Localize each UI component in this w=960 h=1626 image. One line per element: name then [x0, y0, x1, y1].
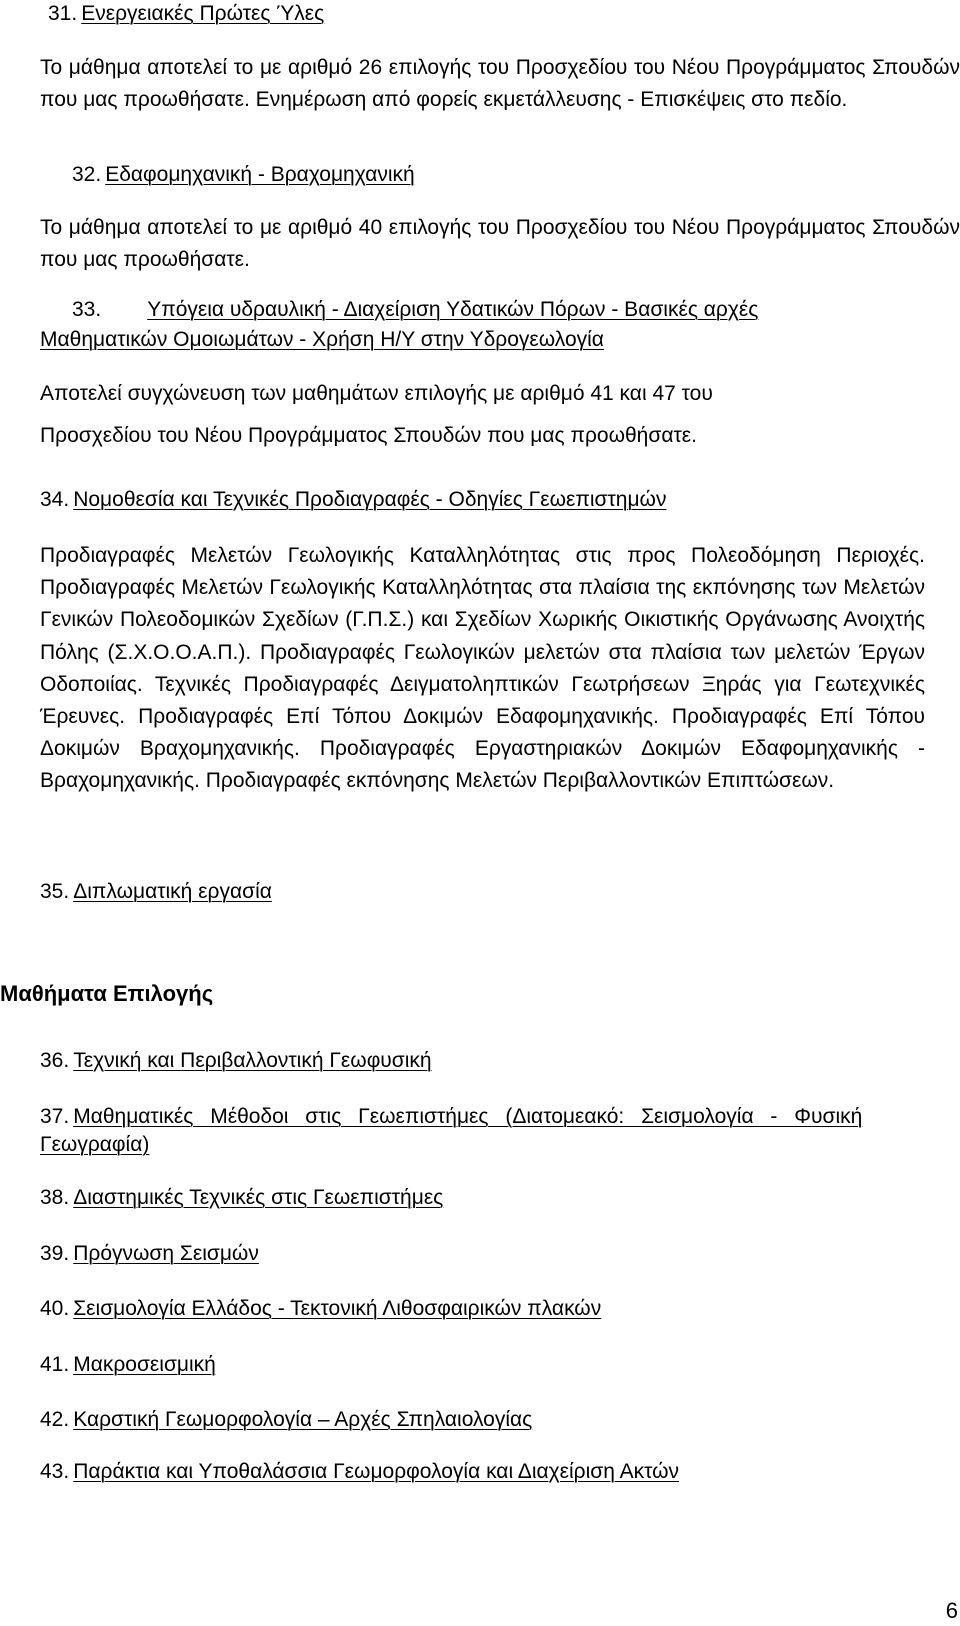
course-number: 37. — [40, 1105, 70, 1128]
elective-37-cont — [40, 1133, 149, 1157]
course-title-line1: Μαθηματικές Μέθοδοι στις Γεωεπιστήμες (Διατομεακό: Σεισμολογία - Φυσική — [73, 1105, 863, 1128]
course-title: Ενεργειακές Πρώτες Ύλες — [81, 2, 325, 25]
course-34-heading — [40, 488, 666, 512]
course-title: Διαστημικές Τεχνικές στις Γεωεπιστήμες — [73, 1186, 444, 1209]
course-title-line2: Γεωγραφία) — [40, 1133, 150, 1156]
course-31-heading — [48, 2, 324, 26]
elective-42 — [40, 1408, 532, 1432]
course-number: 43. — [40, 1460, 70, 1483]
course-32-heading — [72, 163, 415, 187]
page-number: 6 — [945, 1598, 958, 1623]
course-title: Παράκτια και Υποθαλάσσια Γεωμορφολογία και Διαχείριση Ακτών — [73, 1460, 680, 1483]
elective-40 — [40, 1297, 601, 1321]
course-title: Νομοθεσία και Τεχνικές Προδιαγραφές - Οδηγίες Γεωεπιστημών — [73, 488, 667, 511]
course-number: 35. — [40, 880, 70, 903]
course-title: Πρόγνωση Σεισμών — [73, 1242, 259, 1265]
elective-43 — [40, 1460, 679, 1484]
elective-39 — [40, 1242, 259, 1266]
course-32-description: Το μάθημα αποτελεί το με αριθμό 40 επιλογής του Προσχεδίου του Νέου Προγράμματος Σπουδών που μας προωθήσατε. — [40, 216, 960, 271]
course-33-description: Αποτελεί συγχώνευση των μαθημάτων επιλογής με αριθμό 41 και 47 του Προσχεδίου του Νέου Προγράμματος Σπουδών που μας προωθήσατε. — [40, 382, 713, 447]
course-number: 38. — [40, 1186, 70, 1209]
course-title: Εδαφομηχανική - Βραχομηχανική — [105, 163, 415, 186]
elective-41 — [40, 1353, 216, 1377]
elective-38 — [40, 1186, 443, 1210]
course-number: 40. — [40, 1297, 70, 1320]
course-number: 32. — [72, 163, 102, 186]
course-34-description: Προδιαγραφές Μελετών Γεωλογικής Καταλληλότητας στις προς Πολεοδόμηση Περιοχές. Προδιαγραφές Μελετών Γεωλογικής Καταλληλότητας στα πλαίσια της εκπόνησης των Μελετών Γενικών Πολεοδομικών Σχεδίων (Γ.Π.Σ.) και Σχεδίων Χωρικής Οικιστικής Οργάνωσης Ανοιχτής Πόλης (Σ.Χ.Ο.Ο.Α.Π.). Προδιαγραφές Γεωλογικών μελετών στα πλαίσια των μελετών Έργων Οδοποιίας. Τεχνικές Προδιαγραφές Δειγματοληπτικών Γεωτρήσεων Ξηράς για Γεωτεχνικές Έρευνες. Προδιαγραφές Επί Τόπου Δοκιμών Εδαφομηχανικής. Προδιαγραφές Επί Τόπου Δοκιμών Βραχομηχανικής. Προδιαγραφές Εργαστηριακών Δοκιμών Εδαφομηχανικής - Βραχομηχανικής. Προδιαγραφές εκπόνησης Μελετών Περιβαλλοντικών Επιπτώσεων. — [40, 544, 925, 793]
course-title: Τεχνική και Περιβαλλοντική Γεωφυσική — [73, 1049, 432, 1072]
elective-37 — [40, 1105, 862, 1129]
course-title-line1: Υπόγεια υδραυλική - Διαχείριση Υδατικών Πόρων - Βασικές αρχές — [147, 298, 759, 321]
course-number: 39. — [40, 1242, 70, 1265]
course-number: 34. — [40, 488, 70, 511]
course-title: Καρστική Γεωμορφολογία – Αρχές Σπηλαιολογίας — [73, 1408, 533, 1431]
course-33-heading-cont — [40, 328, 604, 352]
course-title: Διπλωματική εργασία — [73, 880, 272, 903]
course-number: 42. — [40, 1408, 70, 1431]
course-title: Σεισμολογία Ελλάδος - Τεκτονική Λιθοσφαιρικών πλακών — [73, 1297, 602, 1320]
elective-36 — [40, 1049, 432, 1073]
course-title-line2: Μαθηματικών Ομοιωμάτων - Χρήση Η/Υ στην Υδρογεωλογία — [40, 328, 604, 351]
course-title: Μακροσεισμική — [73, 1353, 216, 1376]
course-number: 33. — [72, 298, 102, 321]
course-number: 41. — [40, 1353, 70, 1376]
course-33-heading — [72, 298, 758, 322]
course-number: 31. — [48, 2, 78, 25]
electives-heading: Μαθήματα Επιλογής — [0, 981, 214, 1006]
course-number: 36. — [40, 1049, 70, 1072]
course-35-heading — [40, 880, 272, 904]
course-31-description: Το μάθημα αποτελεί το με αριθμό 26 επιλογής του Προσχεδίου του Νέου Προγράμματος Σπουδών που μας προωθήσατε. Ενημέρωση από φορείς εκμετάλλευσης - Επισκέψεις στο πεδίο. — [40, 56, 960, 111]
